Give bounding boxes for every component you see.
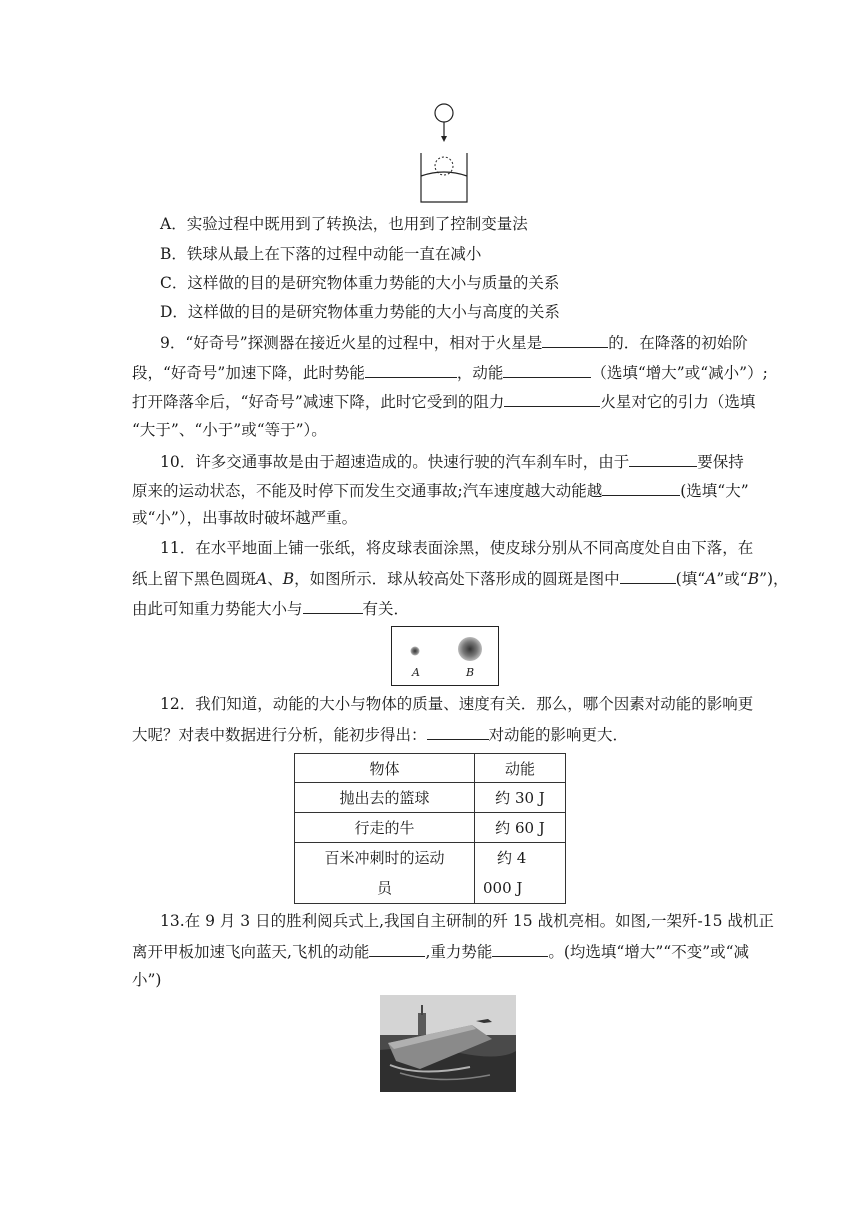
arrow-head-icon <box>441 136 447 142</box>
q9-text: 段，“好奇号”加速下降，此时势能 <box>132 364 365 382</box>
q9-text: 火星对它的引力（选填 <box>600 393 756 411</box>
q11-text: 有关． <box>362 600 410 618</box>
q9-line1 <box>160 331 748 353</box>
q9-text: （选填“增大”或“减小”）; <box>591 364 768 382</box>
container-walls <box>421 153 467 202</box>
q11-text: 纸上留下黑色圆斑 <box>132 570 257 588</box>
q9-blank-3[interactable] <box>503 361 591 378</box>
q11-text: ”或“ <box>716 570 748 588</box>
option-d: D．这样做的目的是研究物体重力势能的大小与高度的关系 <box>160 303 560 321</box>
table-cell: 抛出去的篮球 <box>295 783 475 813</box>
option-a: A．实验过程中既用到了转换法，也用到了控制变量法 <box>160 215 528 233</box>
q11-text: 、 <box>267 570 283 588</box>
q9-text: 的．在降落的初始阶 <box>608 334 748 352</box>
aircraft-carrier-photo <box>380 995 516 1092</box>
q13-text: ,重力势能 <box>425 943 493 961</box>
q13-line1: 13.在 9 月 3 日的胜利阅兵式上,我国自主研制的歼 15 战机亮相。如图,一架歼-15 战机正 <box>160 912 774 930</box>
q9-text: 打开降落伞后，“好奇号”减速下降，此时它受到的阻力 <box>132 393 505 411</box>
table-cell-text: 约 4 <box>497 849 527 867</box>
q9-text: 9．“好奇号”探测器在接近火星的过程中，相对于火星是 <box>160 334 543 352</box>
option-b: B．铁球从最上在下落的过程中动能一直在减小 <box>160 245 482 263</box>
q13-text: 离开甲板加速飞向蓝天,飞机的动能 <box>132 943 370 961</box>
q11-text: ，如图所示．球从较高处下落形成的圆斑是图中 <box>294 570 620 588</box>
q10-text: 10．许多交通事故是由于超速造成的。快速行驶的汽车刹车时，由于 <box>160 453 630 471</box>
q11-blank-2[interactable] <box>303 597 363 614</box>
table-cell <box>295 843 475 904</box>
table-cell-text: 000 J <box>483 879 523 897</box>
table-header-object: 物体 <box>295 754 475 783</box>
table-row <box>295 843 566 904</box>
q11-text: B <box>282 570 295 588</box>
option-c: C．这样做的目的是研究物体重力势能的大小与质量的关系 <box>160 274 560 292</box>
q9-line4: “大于”、“小于”或“等于”）。 <box>132 421 327 439</box>
q12-text: 大呢？对表中数据进行分析，能初步得出： <box>132 726 427 744</box>
carrier-island <box>418 1013 426 1035</box>
q10-blank-1[interactable] <box>629 450 697 467</box>
q11-text: 由此可知重力势能大小与 <box>132 600 303 618</box>
table-header-energy: 动能 <box>475 754 566 783</box>
table-cell-text: 员 <box>376 879 392 897</box>
q10-blank-2[interactable] <box>602 479 680 496</box>
q11-text: B <box>747 570 760 588</box>
table-row <box>295 813 566 843</box>
q11-line1: 11．在水平地面上铺一张纸，将皮球表面涂黑，使皮球分别从不同高度处自由下落，在 <box>160 539 754 557</box>
q10-line2 <box>132 479 749 501</box>
table-cell-text: 百米冲刺时的运动 <box>324 849 445 867</box>
sand-surface <box>421 172 467 176</box>
table-cell: 约 60 J <box>475 813 566 843</box>
table-cell: 行走的牛 <box>295 813 475 843</box>
q13-blank-2[interactable] <box>492 940 548 957</box>
q13-blank-1[interactable] <box>369 940 425 957</box>
kinetic-energy-table <box>294 753 566 904</box>
q11-line2 <box>132 567 789 589</box>
q13-text: 。(均选填“增大”“不变”或“减 <box>548 943 750 961</box>
ball-icon <box>435 104 453 122</box>
q11-line3 <box>132 597 409 619</box>
q10-line1 <box>160 450 744 472</box>
carrier-illustration <box>380 995 516 1092</box>
table-cell <box>475 843 566 904</box>
q13-line2 <box>132 940 749 962</box>
q9-blank-4[interactable] <box>504 390 600 407</box>
table-row <box>295 754 566 783</box>
q10-text: 原来的运动状态，不能及时停下而发生交通事故;汽车速度越大动能越 <box>132 482 603 500</box>
q9-line3 <box>132 390 755 412</box>
table-row <box>295 783 566 813</box>
q9-blank-2[interactable] <box>365 361 457 378</box>
q9-text: ，动能 <box>456 364 504 382</box>
q12-line1: 12．我们知道，动能的大小与物体的质量、速度有关．那么，哪个因素对动能的影响更 <box>160 695 754 713</box>
q13-line3: 小”) <box>132 971 162 989</box>
q12-text: 对动能的影响更大． <box>488 726 629 744</box>
spot-b-label: B <box>466 666 475 679</box>
q11-text: ”)， <box>759 570 789 588</box>
q10-line3: 或“小”），出事故时破坏越严重。 <box>132 509 358 527</box>
q12-blank-1[interactable] <box>427 723 489 740</box>
q9-line2 <box>132 361 768 383</box>
q11-blank-1[interactable] <box>620 567 676 584</box>
q11-text: (填“ <box>675 570 706 588</box>
q9-blank-1[interactable] <box>542 331 608 348</box>
q12-line2 <box>132 723 628 745</box>
q10-text: 要保持 <box>697 453 744 471</box>
spot-b-icon <box>458 637 482 661</box>
q11-text: A <box>705 570 717 588</box>
spot-a-label: A <box>412 666 420 679</box>
spot-a-icon <box>411 647 420 656</box>
q10-text: (选填“大” <box>680 482 749 500</box>
ball-spots-figure <box>391 626 499 686</box>
table-cell: 约 30 J <box>475 783 566 813</box>
paper-frame <box>392 627 499 686</box>
q11-text: A <box>256 570 268 588</box>
falling-ball-figure <box>412 100 478 206</box>
